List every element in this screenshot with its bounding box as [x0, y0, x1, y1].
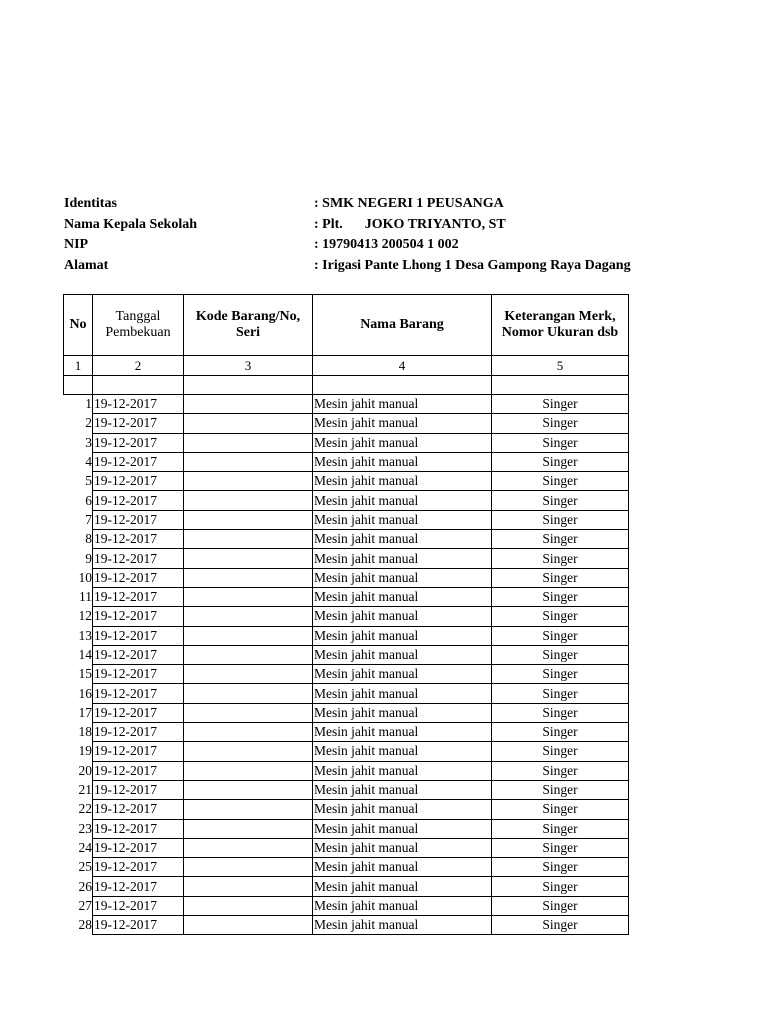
cell-tanggal: 19-12-2017 [93, 819, 184, 838]
cell-kode [184, 433, 313, 452]
cell-keterangan: Singer [492, 510, 629, 529]
inventory-table [63, 294, 629, 935]
cell-keterangan: Singer [492, 723, 629, 742]
table-body [64, 395, 629, 935]
cell-nama-barang: Mesin jahit manual [313, 491, 492, 510]
cell-tanggal: 19-12-2017 [93, 395, 184, 414]
cell-no: 9 [64, 549, 93, 568]
cell-nama-barang: Mesin jahit manual [313, 626, 492, 645]
cell-nama-barang: Mesin jahit manual [313, 645, 492, 664]
table-row [64, 877, 629, 896]
table-row [64, 414, 629, 433]
cell-kode [184, 723, 313, 742]
cell-kode [184, 838, 313, 857]
table-row [64, 587, 629, 606]
cell-keterangan: Singer [492, 395, 629, 414]
cell-kode [184, 742, 313, 761]
table-row [64, 896, 629, 915]
column-number: 5 [492, 356, 629, 376]
cell-tanggal: 19-12-2017 [93, 703, 184, 722]
cell-kode [184, 684, 313, 703]
cell-no: 28 [64, 916, 93, 935]
cell-tanggal: 19-12-2017 [93, 645, 184, 664]
cell-nama-barang: Mesin jahit manual [313, 858, 492, 877]
cell-tanggal: 19-12-2017 [93, 452, 184, 471]
cell-nama-barang: Mesin jahit manual [313, 530, 492, 549]
cell-keterangan: Singer [492, 549, 629, 568]
cell-no: 27 [64, 896, 93, 915]
header-no: No [64, 295, 93, 356]
identity-row-identitas [64, 194, 704, 215]
cell-nama-barang: Mesin jahit manual [313, 800, 492, 819]
table-row [64, 645, 629, 664]
cell-keterangan: Singer [492, 684, 629, 703]
cell-nama-barang: Mesin jahit manual [313, 819, 492, 838]
cell-nama-barang: Mesin jahit manual [313, 665, 492, 684]
cell-tanggal: 19-12-2017 [93, 780, 184, 799]
table-row [64, 819, 629, 838]
table-row [64, 510, 629, 529]
table-header-row [64, 295, 629, 356]
cell-no: 2 [64, 414, 93, 433]
cell-no: 25 [64, 858, 93, 877]
cell-tanggal: 19-12-2017 [93, 742, 184, 761]
cell-tanggal: 19-12-2017 [93, 916, 184, 935]
identity-section [64, 194, 704, 276]
cell-tanggal: 19-12-2017 [93, 414, 184, 433]
header-tanggal: Tanggal Pembekuan [93, 295, 184, 356]
header-nama: Nama Barang [313, 295, 492, 356]
cell-keterangan: Singer [492, 896, 629, 915]
table-row [64, 723, 629, 742]
table-row [64, 395, 629, 414]
cell-keterangan: Singer [492, 800, 629, 819]
cell-kode [184, 665, 313, 684]
cell-no: 19 [64, 742, 93, 761]
table-row [64, 916, 629, 935]
column-number: 2 [93, 356, 184, 376]
table-row [64, 433, 629, 452]
cell-kode [184, 549, 313, 568]
cell-keterangan: Singer [492, 819, 629, 838]
cell-no: 4 [64, 452, 93, 471]
cell-no: 22 [64, 800, 93, 819]
cell-no: 14 [64, 645, 93, 664]
cell-nama-barang: Mesin jahit manual [313, 896, 492, 915]
cell-kode [184, 568, 313, 587]
cell-nama-barang: Mesin jahit manual [313, 780, 492, 799]
cell-keterangan: Singer [492, 916, 629, 935]
cell-kode [184, 703, 313, 722]
cell-tanggal: 19-12-2017 [93, 587, 184, 606]
identity-value [314, 215, 506, 236]
cell-nama-barang: Mesin jahit manual [313, 472, 492, 491]
table-row [64, 549, 629, 568]
cell-no: 3 [64, 433, 93, 452]
cell-no: 5 [64, 472, 93, 491]
cell-nama-barang: Mesin jahit manual [313, 568, 492, 587]
cell-kode [184, 896, 313, 915]
cell-tanggal: 19-12-2017 [93, 761, 184, 780]
table-row [64, 780, 629, 799]
cell-nama-barang: Mesin jahit manual [313, 433, 492, 452]
cell-no: 13 [64, 626, 93, 645]
identity-row-kepala-sekolah [64, 215, 704, 236]
cell-tanggal: 19-12-2017 [93, 530, 184, 549]
column-number-row [64, 356, 629, 376]
header-kode: Kode Barang/No, Seri [184, 295, 313, 356]
cell-kode [184, 916, 313, 935]
cell-no: 24 [64, 838, 93, 857]
cell-keterangan: Singer [492, 665, 629, 684]
cell-no: 7 [64, 510, 93, 529]
cell-keterangan: Singer [492, 568, 629, 587]
cell-no: 21 [64, 780, 93, 799]
table-row [64, 761, 629, 780]
table-row [64, 452, 629, 471]
cell-no: 16 [64, 684, 93, 703]
cell-nama-barang: Mesin jahit manual [313, 452, 492, 471]
cell-no: 11 [64, 587, 93, 606]
cell-nama-barang: Mesin jahit manual [313, 742, 492, 761]
identity-label: NIP [64, 237, 89, 252]
cell-no: 1 [64, 395, 93, 414]
cell-tanggal: 19-12-2017 [93, 568, 184, 587]
cell-nama-barang: Mesin jahit manual [313, 838, 492, 857]
blank-cell [492, 376, 629, 395]
cell-keterangan: Singer [492, 472, 629, 491]
cell-nama-barang: Mesin jahit manual [313, 587, 492, 606]
table-row [64, 703, 629, 722]
cell-nama-barang: Mesin jahit manual [313, 761, 492, 780]
cell-no: 6 [64, 491, 93, 510]
blank-row [64, 376, 629, 395]
cell-keterangan: Singer [492, 530, 629, 549]
cell-keterangan: Singer [492, 703, 629, 722]
cell-keterangan: Singer [492, 626, 629, 645]
cell-kode [184, 510, 313, 529]
cell-nama-barang: Mesin jahit manual [313, 703, 492, 722]
cell-no: 20 [64, 761, 93, 780]
cell-kode [184, 414, 313, 433]
cell-kode [184, 800, 313, 819]
column-number: 1 [64, 356, 93, 376]
cell-kode [184, 530, 313, 549]
cell-tanggal: 19-12-2017 [93, 838, 184, 857]
cell-tanggal: 19-12-2017 [93, 800, 184, 819]
identity-value: : Irigasi Pante Lhong 1 Desa Gampong Raya Dagang [314, 257, 631, 273]
cell-tanggal: 19-12-2017 [93, 665, 184, 684]
cell-keterangan: Singer [492, 780, 629, 799]
identity-value-name: JOKO TRIYANTO, ST [364, 216, 506, 232]
cell-kode [184, 645, 313, 664]
identity-value: : 19790413 200504 1 002 [314, 237, 459, 252]
cell-tanggal: 19-12-2017 [93, 626, 184, 645]
header-keterangan: Keterangan Merk, Nomor Ukuran dsb [492, 295, 629, 356]
cell-keterangan: Singer [492, 645, 629, 664]
identity-value: : SMK NEGERI 1 PEUSANGA [314, 196, 504, 211]
cell-tanggal: 19-12-2017 [93, 433, 184, 452]
cell-keterangan: Singer [492, 587, 629, 606]
cell-tanggal: 19-12-2017 [93, 684, 184, 703]
cell-no: 17 [64, 703, 93, 722]
column-number: 4 [313, 356, 492, 376]
cell-keterangan: Singer [492, 607, 629, 626]
cell-nama-barang: Mesin jahit manual [313, 877, 492, 896]
cell-nama-barang: Mesin jahit manual [313, 916, 492, 935]
cell-nama-barang: Mesin jahit manual [313, 414, 492, 433]
cell-keterangan: Singer [492, 838, 629, 857]
identity-value-prefix: : Plt. [314, 216, 343, 232]
cell-tanggal: 19-12-2017 [93, 472, 184, 491]
cell-kode [184, 761, 313, 780]
cell-nama-barang: Mesin jahit manual [313, 723, 492, 742]
cell-kode [184, 452, 313, 471]
cell-no: 15 [64, 665, 93, 684]
table-row [64, 607, 629, 626]
cell-keterangan: Singer [492, 742, 629, 761]
cell-tanggal: 19-12-2017 [93, 896, 184, 915]
table-row [64, 800, 629, 819]
cell-kode [184, 877, 313, 896]
cell-kode [184, 858, 313, 877]
blank-cell [93, 376, 184, 395]
identity-label: Nama Kepala Sekolah [64, 216, 198, 232]
cell-keterangan: Singer [492, 877, 629, 896]
cell-keterangan: Singer [492, 761, 629, 780]
identity-row-alamat [64, 256, 704, 277]
cell-no: 18 [64, 723, 93, 742]
column-number: 3 [184, 356, 313, 376]
cell-kode [184, 626, 313, 645]
cell-tanggal: 19-12-2017 [93, 877, 184, 896]
blank-cell [184, 376, 313, 395]
cell-tanggal: 19-12-2017 [93, 607, 184, 626]
cell-tanggal: 19-12-2017 [93, 491, 184, 510]
cell-nama-barang: Mesin jahit manual [313, 510, 492, 529]
table-row [64, 838, 629, 857]
cell-keterangan: Singer [492, 858, 629, 877]
identity-label: Identitas [64, 196, 117, 211]
cell-kode [184, 395, 313, 414]
cell-kode [184, 780, 313, 799]
cell-keterangan: Singer [492, 491, 629, 510]
table-row [64, 665, 629, 684]
cell-tanggal: 19-12-2017 [93, 549, 184, 568]
table-row [64, 491, 629, 510]
cell-keterangan: Singer [492, 452, 629, 471]
cell-nama-barang: Mesin jahit manual [313, 549, 492, 568]
cell-no: 12 [64, 607, 93, 626]
blank-cell [64, 376, 93, 395]
cell-no: 23 [64, 819, 93, 838]
cell-kode [184, 587, 313, 606]
cell-nama-barang: Mesin jahit manual [313, 684, 492, 703]
cell-kode [184, 491, 313, 510]
cell-tanggal: 19-12-2017 [93, 723, 184, 742]
cell-kode [184, 819, 313, 838]
cell-nama-barang: Mesin jahit manual [313, 395, 492, 414]
cell-no: 26 [64, 877, 93, 896]
cell-no: 10 [64, 568, 93, 587]
cell-keterangan: Singer [492, 414, 629, 433]
table-row [64, 684, 629, 703]
table-row [64, 626, 629, 645]
cell-tanggal: 19-12-2017 [93, 858, 184, 877]
cell-kode [184, 607, 313, 626]
table-row [64, 858, 629, 877]
cell-keterangan: Singer [492, 433, 629, 452]
identity-row-nip [64, 235, 704, 256]
cell-tanggal: 19-12-2017 [93, 510, 184, 529]
blank-cell [313, 376, 492, 395]
cell-no: 8 [64, 530, 93, 549]
cell-nama-barang: Mesin jahit manual [313, 607, 492, 626]
cell-kode [184, 472, 313, 491]
table-row [64, 472, 629, 491]
table-row [64, 742, 629, 761]
table-row [64, 530, 629, 549]
identity-label: Alamat [64, 257, 109, 273]
table-row [64, 568, 629, 587]
